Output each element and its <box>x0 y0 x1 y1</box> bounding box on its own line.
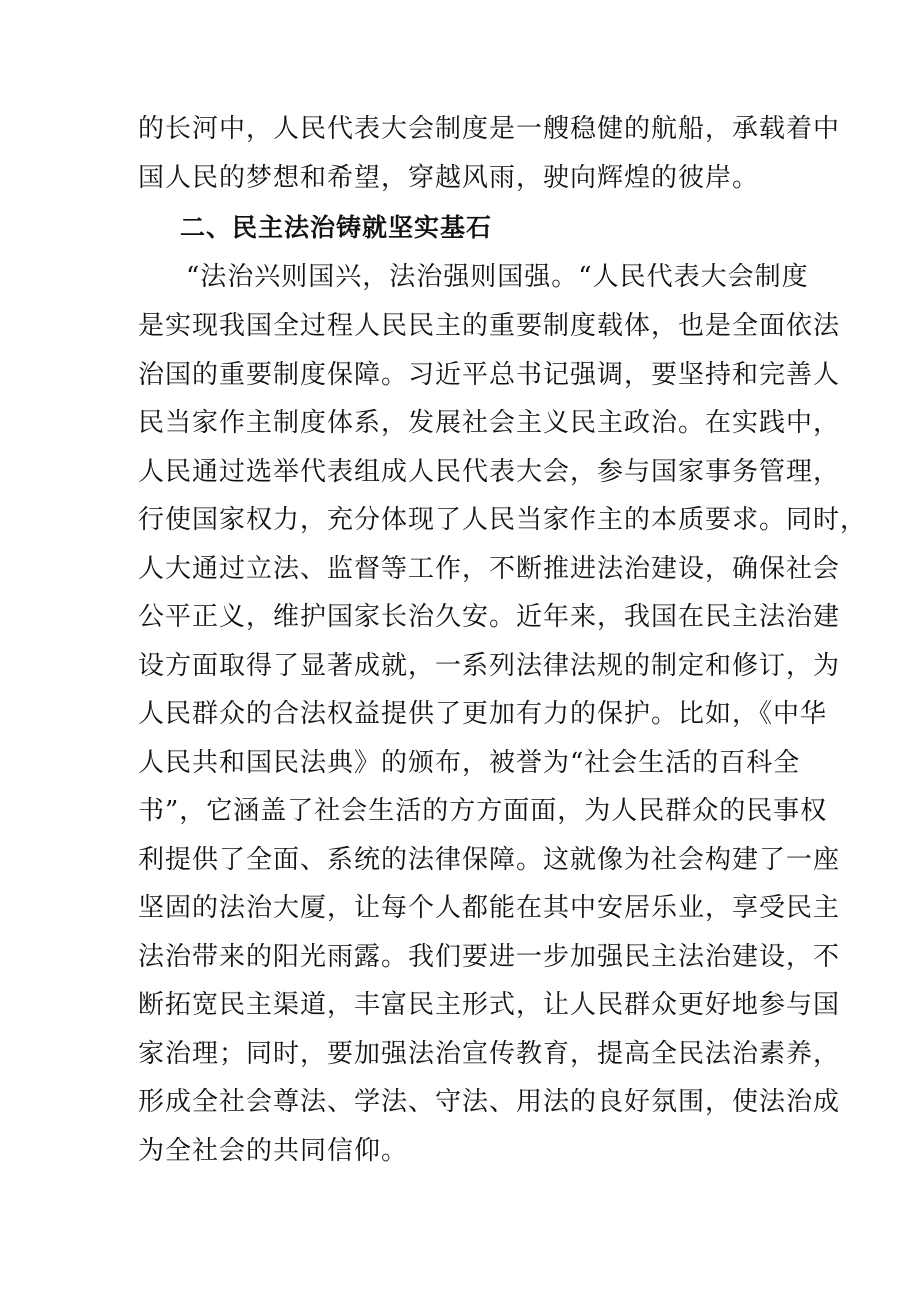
paragraph-line: 书”，它涵盖了社会生活的方方面面，为人民群众的民事权 <box>138 796 828 826</box>
paragraph-line: 人民通过选举代表组成人民代表大会，参与国家事务管理， <box>138 457 841 487</box>
paragraph-line: 形成全社会尊法、学法、守法、用法的良好氛围，使法治成 <box>138 1087 841 1117</box>
paragraph-line: 是实现我国全过程人民民主的重要制度载体，也是全面依法 <box>138 311 841 341</box>
section-heading: 二、民主法治铸就坚实基石 <box>180 213 493 242</box>
paragraph-line: 的长河中，人民代表大会制度是一艘稳健的航船，承载着中 <box>138 114 841 144</box>
paragraph-line: 行使国家权力，充分体现了人民当家作主的本质要求。同时， <box>138 505 868 535</box>
paragraph-line: 家治理；同时，要加强法治宣传教育，提高全民法治素养， <box>138 1039 841 1069</box>
paragraph-line: 坚固的法治大厦，让每个人都能在其中安居乐业，享受民主 <box>138 893 841 923</box>
paragraph-line: 断拓宽民主渠道，丰富民主形式，让人民群众更好地参与国 <box>138 990 841 1020</box>
paragraph-line: 设方面取得了显著成就，一系列法律法规的制定和修订，为 <box>138 651 841 681</box>
paragraph-line: 法治带来的阳光雨露。我们要进一步加强民主法治建设，不 <box>138 942 841 972</box>
paragraph-line: 人大通过立法、监督等工作，不断推进法治建设，确保社会 <box>138 554 841 584</box>
paragraph-line: 民当家作主制度体系，发展社会主义民主政治。在实践中， <box>138 408 841 438</box>
paragraph-line: 利提供了全面、系统的法律保障。这就像为社会构建了一座 <box>138 845 841 875</box>
paragraph-line: 为全社会的共同信仰。 <box>138 1136 409 1166</box>
paragraph-line: 公平正义，维护国家长治久安。近年来，我国在民主法治建 <box>138 602 841 632</box>
paragraph-line: 国人民的梦想和希望，穿越风雨，驶向辉煌的彼岸。 <box>138 163 760 193</box>
paragraph-line: 治国的重要制度保障。习近平总书记强调，要坚持和完善人 <box>138 360 841 390</box>
paragraph-line: “法治兴则国兴，法治强则国强。“人民代表大会制度 <box>186 262 809 292</box>
paragraph-line: 人民群众的合法权益提供了更加有力的保护。比如，《中华 <box>138 699 828 729</box>
paragraph-line: 人民共和国民法典》的颁布，被誉为“社会生活的百科全 <box>138 748 801 778</box>
